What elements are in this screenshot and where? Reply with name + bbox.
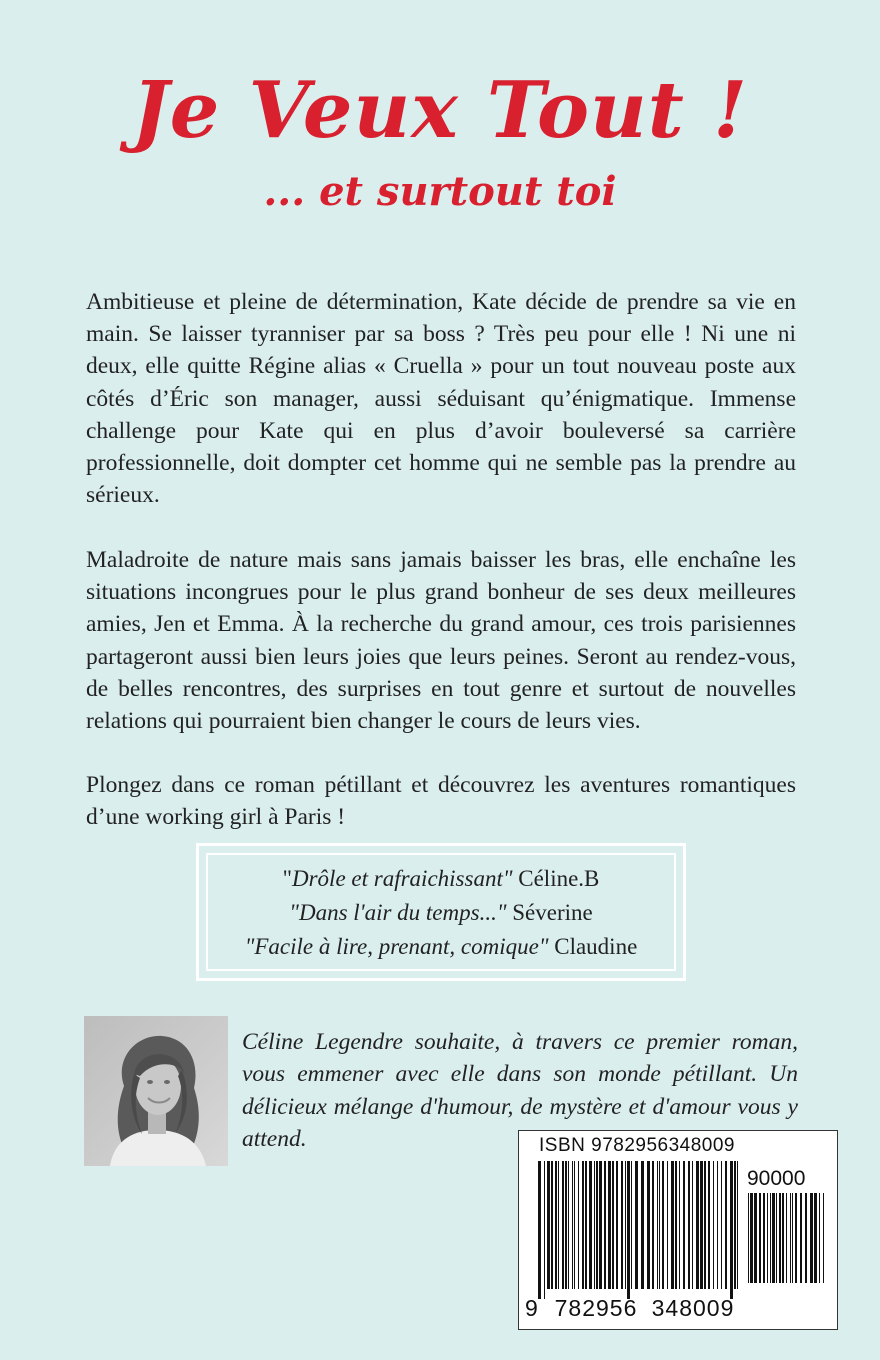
price-addon-bars [747,1193,827,1293]
quote-2-author: Séverine [512,900,593,925]
barcode-bar [671,1161,674,1289]
barcode-bar [594,1161,595,1289]
isbn-label: ISBN 9782956348009 [539,1135,735,1156]
barcode-bar [700,1161,703,1289]
ean-right-digits: 348009 [651,1295,735,1321]
barcode-bar [659,1161,660,1289]
book-title: Je Veux Tout ! [131,65,749,156]
barcode-bar [750,1193,753,1283]
quote-1-author: Céline.B [518,866,600,891]
quote-1-open-mark: " [282,866,292,891]
barcode-bar [688,1161,690,1289]
barcode-bar [572,1161,573,1289]
ean13-bars [537,1161,741,1299]
barcode-bar [627,1161,630,1299]
quotes-list [199,862,683,964]
barcode-bar [604,1161,606,1289]
author-bio: Céline Legendre souhaite, à travers ce premier roman, vous emmener avec elle dans son monde pétillant. Un délicieux mélange d'humour, de mystère et d'amour vous y attend. [242,1029,798,1153]
barcode-bar [568,1161,569,1289]
barcode-bar [754,1193,757,1283]
barcode-bar [558,1161,559,1289]
barcode-bar [547,1161,550,1289]
barcode-bar [565,1161,567,1289]
author-photo [84,1016,228,1166]
quote-line-3 [199,930,683,964]
barcode-bar [805,1193,807,1283]
quote-3-text: "Facile à lire, prenant, comique" [244,934,549,959]
quote-line-2 [199,896,683,930]
barcode-bar [585,1161,587,1289]
blurb-paragraph-3: Plongez dans ce roman pétillant et découvrez les aventures romantiques d’une working girl à Paris ! [86,772,796,831]
barcode-bar [795,1193,797,1283]
barcode-bar [792,1193,793,1283]
barcode-bar [562,1161,564,1289]
barcode-bar [589,1161,592,1289]
blurb-paragraph-2: Maladroite de nature mais sans jamais baisser les bras, elle enchaîne les situations incongrues pour le plus grand bonheur de ses deux meilleures amies, Jen et Emma. À la recherche du grand amour, ces trois parisiennes partageront aussi bien leurs joies que leurs peines. Seront au rendez-vous, de belles rencontres, des surprises en tout genre et surtout de nouvelles relations qui pourraient bien changer le cours de leurs vies. [86,547,796,735]
barcode-bar [683,1161,685,1289]
barcode-bar [704,1161,706,1289]
barcode-bar [647,1161,650,1289]
barcode-bar [737,1161,738,1289]
barcode-bar [612,1161,614,1289]
barcode-bar [657,1161,658,1289]
barcode-bar [555,1161,557,1289]
barcode-bar [772,1193,775,1283]
barcode-bar [776,1193,777,1283]
barcode-bar [779,1193,781,1283]
barcode-bar [708,1161,710,1289]
barcode-bar [810,1193,813,1283]
barcode-bar [790,1193,791,1283]
barcode-bar [616,1161,618,1289]
barcode-bar [551,1161,553,1289]
quote-1-text: Drôle et rafraichissant" [292,866,513,891]
barcode-bar [819,1193,820,1283]
barcode-bar [662,1161,664,1289]
barcode-bar [721,1161,722,1289]
barcode-bar [713,1161,714,1289]
barcode-bar [782,1193,784,1283]
barcode-bar [725,1161,727,1289]
barcode-bar [625,1161,626,1289]
barcode-bar [770,1193,771,1283]
barcode-bar [608,1161,611,1289]
barcode-bar [621,1161,623,1289]
barcode-bar [814,1193,817,1283]
author-portrait-graphic [84,1016,228,1166]
quote-2-text: "Dans l'air du temps..." [289,900,507,925]
barcode-bar [574,1161,575,1289]
barcode-bar [679,1161,680,1289]
barcode-bar [538,1161,541,1299]
barcode-bar [631,1161,632,1289]
barcode-bar [652,1161,654,1289]
blurb-paragraph-1: Ambitieuse et pleine de détermination, Kate décide de prendre sa vie en main. Se laisser tyranniser par sa boss ? Très peu pour elle ! Ni une ni deux, elle quitte Régine alias « Cruella » pour un tout nouveau poste aux côtés d’Éric son manager, aussi séduisant qu’énigmatique. Immense challenge pour Kate qui en plus d’avoir bouleversé sa carrière professionnelle, doit dompter cet homme qui ne semble pas la prendre au sérieux. [86,289,796,509]
barcode-bar [692,1161,693,1289]
barcode-bar [544,1161,545,1299]
barcode-bar [635,1161,638,1289]
barcode-bar [786,1193,787,1283]
barcode-bar [675,1161,677,1289]
barcode-bar [667,1161,668,1289]
barcode-bar [748,1193,749,1283]
barcode-bar [696,1161,699,1289]
barcode-bar [582,1161,584,1289]
barcode-bar [823,1193,824,1283]
barcode-bar [730,1161,733,1299]
barcode-bar [641,1161,644,1289]
barcode-bar [800,1193,802,1283]
barcode-bar [717,1161,718,1289]
barcode-bar [596,1161,598,1289]
quote-3-author: Claudine [554,934,638,959]
barcode-bar [734,1161,736,1289]
ean-first-digit: 9 [525,1295,538,1321]
barcode-bar [767,1193,768,1283]
reader-quotes-box [196,843,686,981]
ean-left-digits: 782956 [554,1295,638,1321]
book-subtitle: ... et surtout toi [263,168,617,215]
price-code-label: 90000 [747,1167,806,1190]
barcode-bar [599,1161,602,1289]
barcode-bar [578,1161,579,1289]
barcode-bar [763,1193,765,1283]
quote-line-1 [199,862,683,896]
isbn-barcode [518,1130,838,1330]
barcode-bar [759,1193,761,1283]
